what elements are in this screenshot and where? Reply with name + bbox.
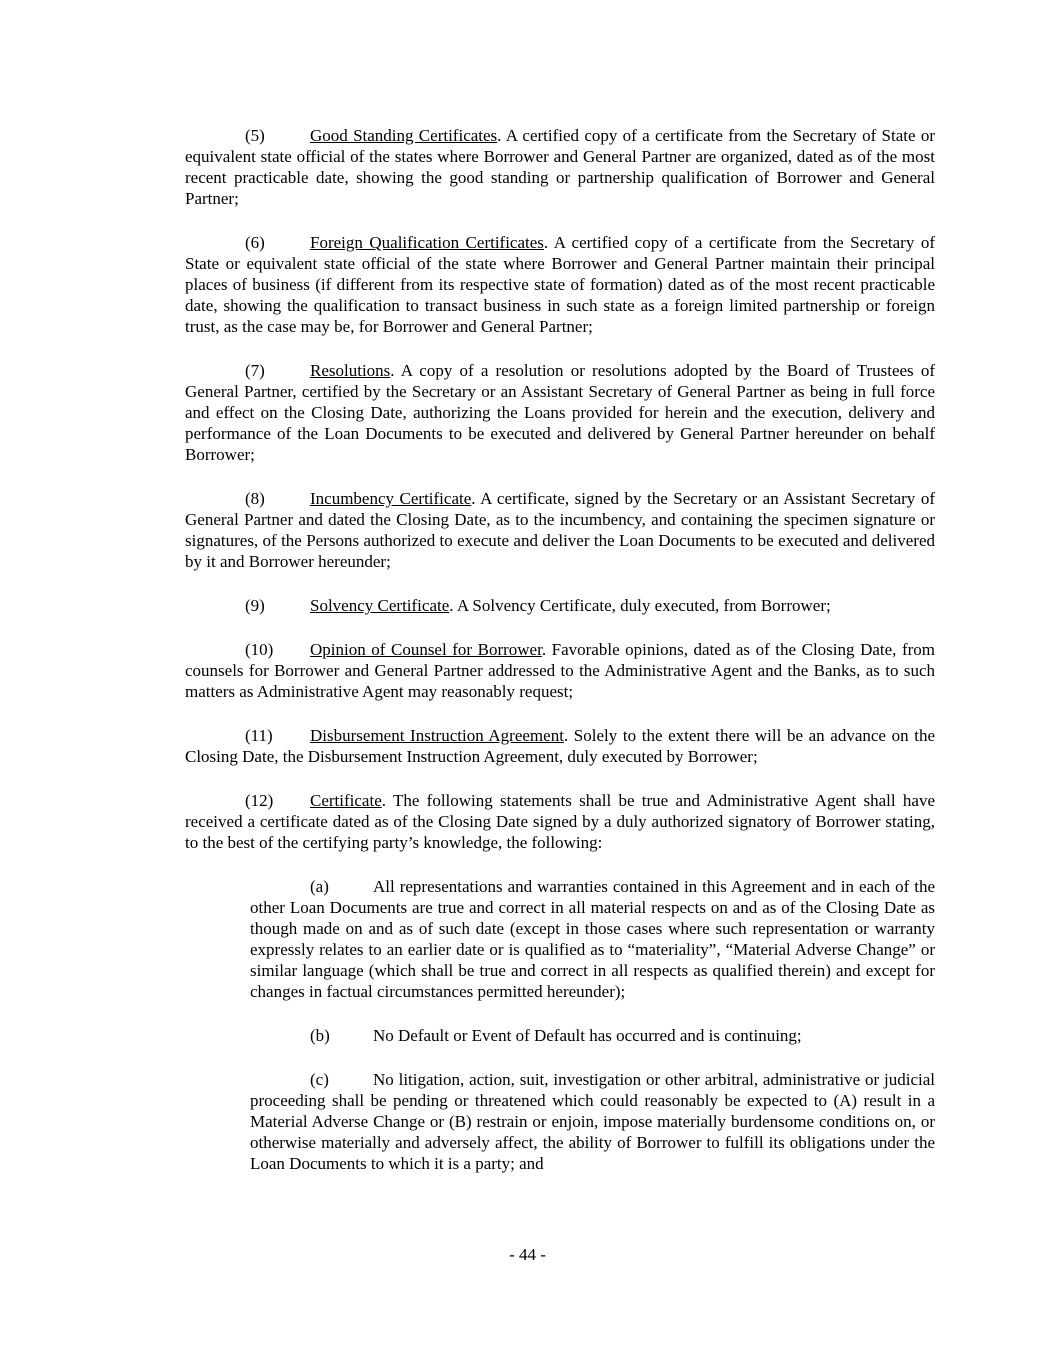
paragraph-number: (5) [245,126,265,145]
paragraph-text: . A certified copy of a certificate from the Secretary of State or equivalent state official of the states where Borrower and General Partner are organized, dated as of the most recent practicable date, showing the good standing or partnership qualification of Borrower and General Partner; [185,126,935,208]
paragraph-number: (12) [245,791,274,810]
paragraph-heading: Certificate [310,791,382,810]
paragraph-heading: Resolutions [310,361,391,380]
subparagraph-a [250,876,935,1002]
paragraph-text: . A certified copy of a certificate from the Secretary of State or equivalent state official of the state where Borrower and General Partner maintain their principal places of business (if different from its respective state of formation) dated as of the most recent practicable date, showing the qualification to transact business in such state as a foreign limited partnership or foreign trust, as the case may be, for Borrower and General Partner; [185,233,935,336]
paragraph-text: . Favorable opinions, dated as of the Closing Date, from counsels for Borrower and General Partner addressed to the Administrative Agent and the Banks, as to such matters as Administrative Agent may reasonably request; [185,640,936,701]
paragraph-heading: Good Standing Certificates [310,126,498,145]
paragraph-5 [185,125,935,209]
paragraph-9 [185,595,935,616]
paragraph-11 [185,725,935,767]
paragraph-number: (9) [245,596,265,615]
subparagraph-text: All representations and warranties contained in this Agreement and in each of the other Loan Documents are true and correct in all material respects on and as of the Closing Date as though made on and as of such date (except in those cases where such representation or warranty expressly relates to an earlier date or is qualified as to “materiality”, “Material Adverse Change” or similar language (which shall be true and correct in all respects as qualified therein) and except for changes in factual circumstances permitted hereunder); [250,877,935,1001]
subparagraph-c [250,1069,935,1174]
page-number: - 44 - [509,1245,546,1264]
paragraph-12 [185,790,935,853]
paragraph-number: (8) [245,489,265,508]
subparagraph-b [250,1025,935,1046]
paragraph-10 [185,639,935,702]
paragraph-text: . A certificate, signed by the Secretary or an Assistant Secretary of General Partner and dated the Closing Date, as to the incumbency, and containing the specimen signature or signatures, of the Persons authorized to execute and deliver the Loan Documents to be executed and delivered by it and Borrower hereunder; [185,489,935,571]
paragraph-number: (6) [245,233,265,252]
paragraph-8 [185,488,935,572]
paragraph-text: . The following statements shall be true and Administrative Agent shall have received a certificate dated as of the Closing Date signed by a duly authorized signatory of Borrower stating, to the best of the certifying party’s knowledge, the following: [185,791,935,852]
paragraph-7 [185,360,935,465]
paragraph-6 [185,232,935,337]
paragraph-heading: Incumbency Certificate [310,489,472,508]
paragraph-text: . A copy of a resolution or resolutions adopted by the Board of Trustees of General Partner, certified by the Secretary or an Assistant Secretary of General Partner as being in full force and effect on the Closing Date, authorizing the Loans provided for herein and the execution, delivery and performance of the Loan Documents to be executed and delivered by General Partner hereunder on behalf Borrower; [185,361,935,464]
paragraph-number: (10) [245,640,274,659]
subparagraph-letter: (b) [310,1026,330,1045]
paragraph-number: (7) [245,361,265,380]
paragraph-number: (11) [245,726,273,745]
paragraph-text: . A Solvency Certificate, duly executed, from Borrower; [449,596,831,615]
paragraph-heading: Disbursement Instruction Agreement [310,726,564,745]
subparagraph-text: No Default or Event of Default has occurred and is continuing; [373,1026,802,1045]
subparagraph-text: No litigation, action, suit, investigation or other arbitral, administrative or judicial proceeding shall be pending or threatened which could reasonably be expected to (A) result in a Material Adverse Change or (B) restrain or enjoin, impose materially burdensome conditions on, or otherwise materially and adversely affect, the ability of Borrower to fulfill its obligations under the Loan Documents to which it is a party; and [250,1070,935,1173]
paragraph-text: . Solely to the extent there will be an advance on the Closing Date, the Disbursement Instruction Agreement, duly executed by Borrower; [185,726,935,766]
paragraph-heading: Opinion of Counsel for Borrower [310,640,542,659]
paragraph-heading: Solvency Certificate [310,596,450,615]
subparagraph-letter: (c) [310,1070,329,1089]
paragraph-heading: Foreign Qualification Certificates [310,233,544,252]
subparagraph-letter: (a) [310,877,329,896]
